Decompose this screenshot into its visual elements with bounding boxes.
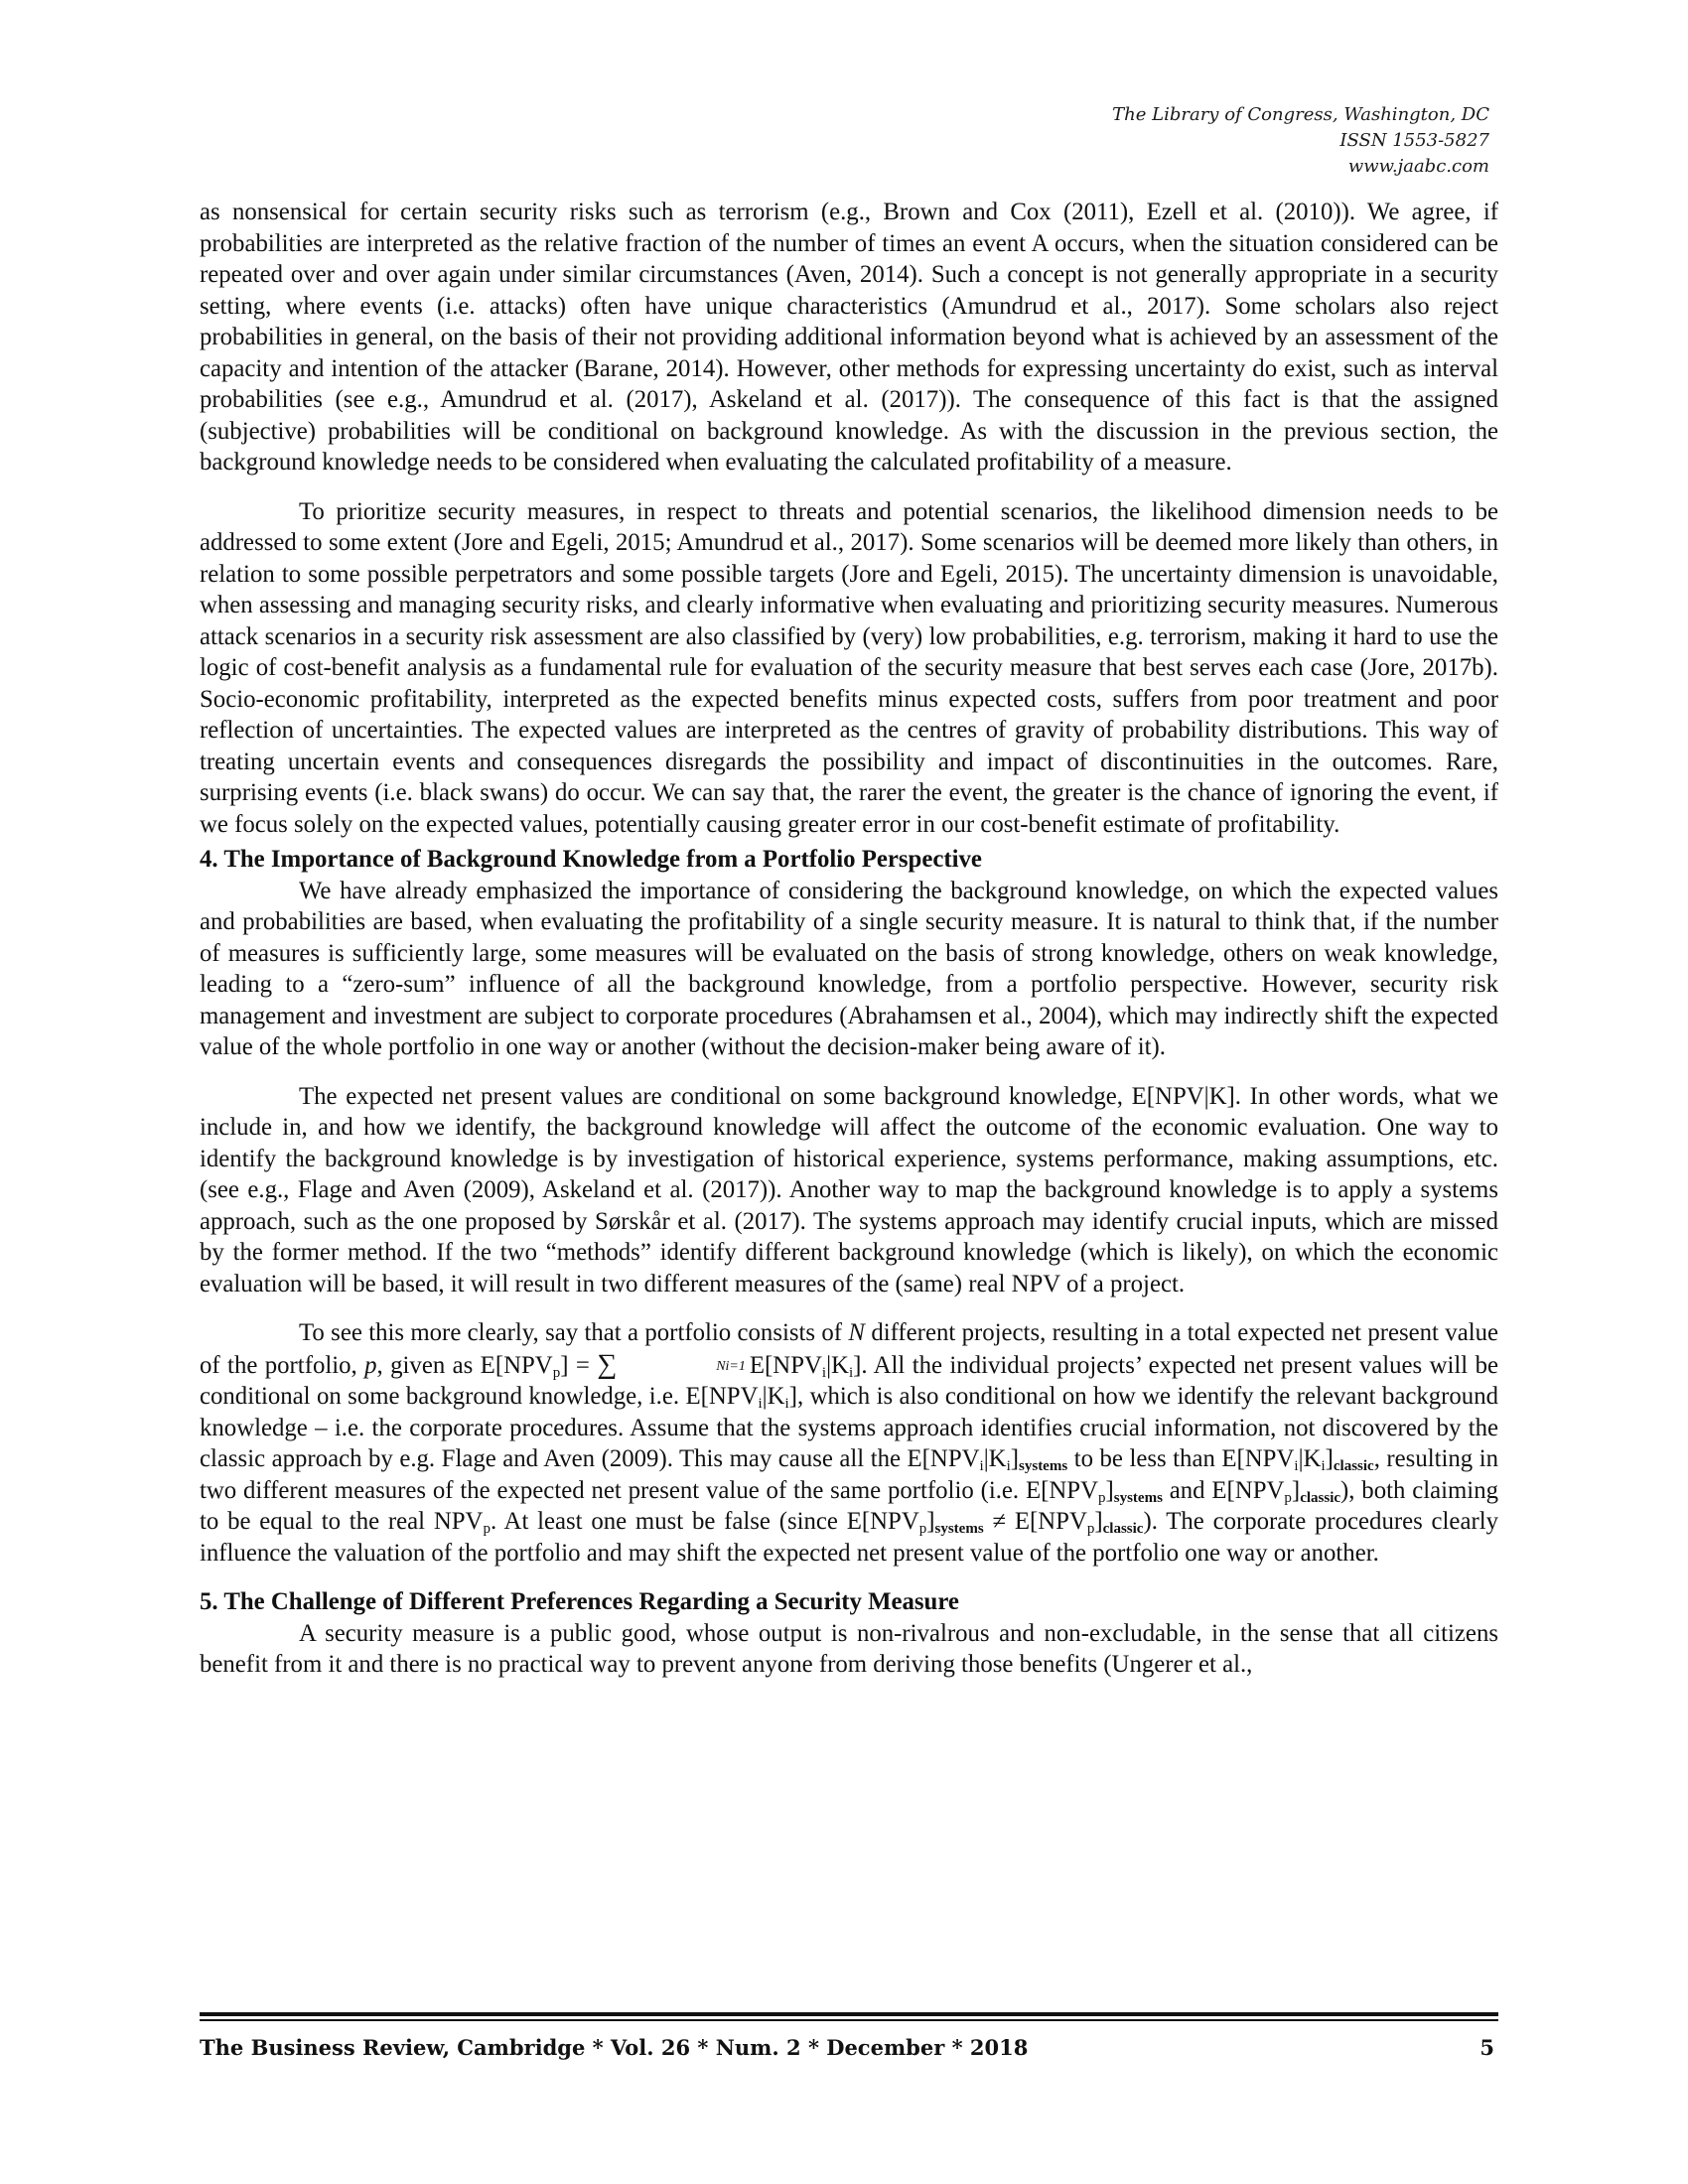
header-issn: ISSN 1553-5827 — [1339, 130, 1489, 151]
running-footer — [200, 2035, 1498, 2069]
header-library: The Library of Congress, Washington, DC — [1112, 104, 1489, 125]
footer-rule-thick — [200, 2012, 1498, 2016]
running-header — [1112, 102, 1489, 180]
page-number: 5 — [1479, 2035, 1494, 2060]
paragraph-5: To see this more clearly, say that a portfolio consists of N different projects, resulting in a total expected net present value of the portfolio, p, given as $E[NPV_p]$ = ∑ Ni=1 $E[NPV_i|K_i]$. All the individual projects’ expected net present values will be conditional on some background knowledge, i.e. $E[NPV_i|K_i]$, which is also conditional on how we identify the relevant background knowledge – i.e. the corporate procedures. Assume that the systems approach identifies crucial information, not discovered by the classic approach by e.g. Flage and Aven (2009). This may cause all the $E[NPV_i|K_i]systems$ to be less than $E[NPV_i|K_i]classic$, resulting in two different measures of the expected net present value of the same portfolio (i.e. $E[NPV_p]systems$ and $E[NPV_p]classic$), both claiming to be equal to the real $NPV_p$. At least one must be false (since $E[NPV_p]systems$ ≠ $E[NPV_p]classic$). The corporate procedures clearly influence the valuation of the portfolio and may shift the expected net present value of the portfolio one way or another. — [200, 1319, 1499, 1567]
footer-rule-thin — [200, 2019, 1498, 2021]
section-heading-5: 5. The Challenge of Different Preferences Regarding a Security Measure — [200, 1588, 959, 1615]
paragraph-2: To prioritize security measures, in respect to threats and potential scenarios, the likelihood dimension needs to be addressed to some extent (Jore and Egeli, 2015; Amundrud et al., 2017). Some scenarios will be deemed more likely than others, in relation to some possible perpetrators and some possible targets (Jore and Egeli, 2015). The uncertainty dimension is unavoidable, when assessing and managing security risks, and clearly informative when evaluating and prioritizing security measures. Numerous attack scenarios in a security risk assessment are also classified by (very) low probabilities, e.g. terrorism, making it hard to use the logic of cost-benefit analysis as a fundamental rule for evaluation of the security measure that best serves each case (Jore, 2017b). Socio-economic profitability, interpreted as the expected benefits minus expected costs, suffers from poor treatment and poor reflection of uncertainties. The expected values are interpreted as the centres of gravity of probability distributions. This way of treating uncertain events and consequences disregards the possibility and impact of discontinuities in the outcomes. Rare, surprising events (i.e. black swans) do occur. We can say that, the rarer the event, the greater is the chance of ignoring the event, if we focus solely on the expected values, potentially causing greater error in our cost-benefit estimate of profitability. — [200, 497, 1498, 838]
body-text — [200, 197, 1498, 1681]
footer-journal: The Business Review, Cambridge * Vol. 26 * Num. 2 * December * 2018 — [200, 2035, 1029, 2060]
paragraph-6: A security measure is a public good, whose output is non-rivalrous and non-excludable, in the sense that all citizens benefit from it and there is no practical way to prevent anyone from deriving those benefits (Ungerer et al., — [200, 1619, 1498, 1678]
header-website: www.jaabc.com — [1347, 156, 1489, 177]
paragraph-1: as nonsensical for certain security risks such as terrorism (e.g., Brown and Cox (2011), Ezell et al. (2010)). We agree, if probabilities are interpreted as the relative fraction of the number of times an event A occurs, when the situation considered can be repeated over and over again under similar circumstances (Aven, 2014). Such a concept is not generally appropriate in a security setting, where events (i.e. attacks) often have unique characteristics (Amundrud et al., 2017). Some scholars also reject probabilities in general, on the basis of their not providing additional information beyond what is achieved by an assessment of the capacity and intention of the attacker (Barane, 2014). However, other methods for expressing uncertainty do exist, such as interval probabilities (see e.g., Amundrud et al. (2017), Askeland et al. (2017)). The consequence of this fact is that the assigned (subjective) probabilities will be conditional on background knowledge. As with the discussion in the previous section, the background knowledge needs to be considered when evaluating the calculated profitability of a measure. — [200, 199, 1498, 476]
summation-symbol: ∑ — [597, 1348, 618, 1380]
paragraph-4: The expected net present values are conditional on some background knowledge, E[NPV|K]. In other words, what we include in, and how we identify, the background knowledge will affect the outcome of the economic evaluation. One way to identify the background knowledge is by investigation of historical experience, systems performance, making assumptions, etc. (see e.g., Flage and Aven (2009), Askeland et al. (2017)). Another way to map the background knowledge is to apply a systems approach, such as the one proposed by Sørskår et al. (2017). The systems approach may identify crucial inputs, which are missed by the former method. If the two “methods” identify different background knowledge (which is likely), on which the economic evaluation will be based, it will result in two different measures of the (same) real NPV of a project. — [200, 1082, 1498, 1297]
paragraph-3: We have already emphasized the importance of considering the background knowledge, on which the expected values and probabilities are based, when evaluating the profitability of a single security measure. It is natural to think that, if the number of measures is sufficiently large, some measures will be evaluated on the basis of strong knowledge, others on weak knowledge, leading to a “zero-sum” influence of all the background knowledge, from a portfolio perspective. However, security risk management and investment are subject to corporate procedures (Abrahamsen et al., 2004), which may indirectly shift the expected value of the whole portfolio in one way or another (without the decision-maker being aware of it). — [200, 877, 1498, 1060]
summation-limits: Ni=1 — [716, 1358, 746, 1374]
section-heading-4: 4. The Importance of Background Knowledge from a Portfolio Perspective — [200, 846, 982, 873]
